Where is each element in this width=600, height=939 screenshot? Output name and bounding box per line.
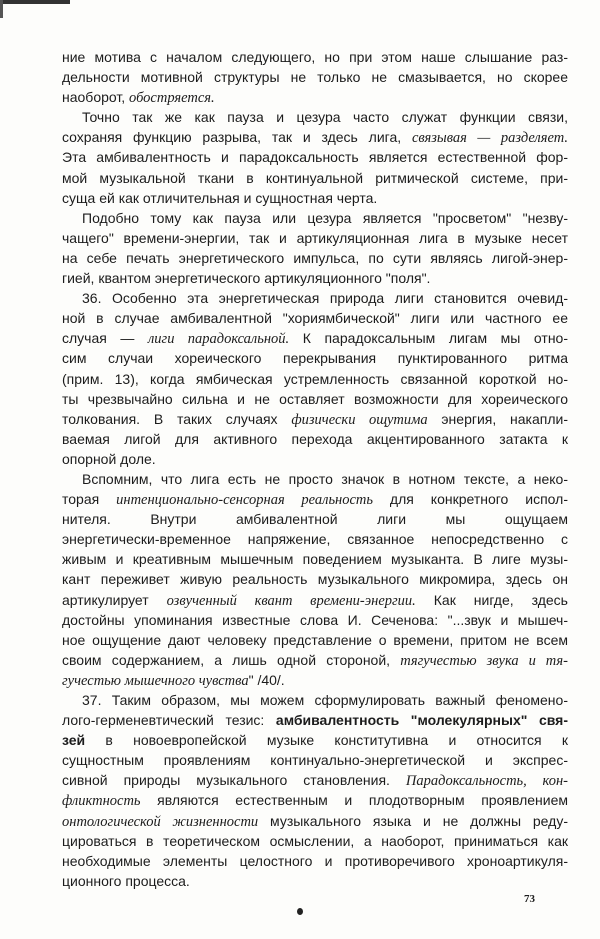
text-line	[62, 710, 568, 730]
italic-text: лиги парадоксальной.	[147, 331, 290, 348]
italic-text: гучестью мышечного чувства	[62, 672, 249, 689]
text-run: 36. Особенно эта энергетическая природа лиги становится очевид-	[82, 290, 568, 307]
text-run: Вспомним, что лига есть не просто значок в нотном тексте, а неко-	[82, 470, 568, 487]
text-run: Эта амбивалентность и парадоксальность является естественной фор-	[62, 149, 568, 166]
text-line	[62, 851, 568, 871]
text-run: чащего" времени-энергии, так и артикуляционная лига в музыке несет	[62, 229, 568, 246]
text-line	[62, 670, 568, 690]
text-run: 37. Таким образом, мы можем сформулировать важный феномено-	[82, 692, 568, 708]
italic-text: Парадоксальность, кон-	[405, 773, 568, 790]
italic-text: онтологической жизненности	[62, 813, 259, 830]
text-line	[62, 127, 568, 147]
text-line	[62, 690, 568, 710]
italic-text: тягучестью звука и тя-	[400, 652, 568, 669]
text-run: на себе печать энергетического импульса, по сути являясь лигой-энер-	[62, 249, 568, 266]
text-line	[62, 871, 568, 891]
scan-artifact	[0, 0, 70, 4]
text-line	[62, 268, 568, 288]
text-line	[62, 831, 568, 851]
text-line	[62, 348, 568, 368]
italic-text: физически ощутима	[291, 411, 428, 428]
text-line	[62, 369, 568, 389]
text-line	[62, 308, 568, 328]
text-run: музыкального языка и не должны реду-	[258, 812, 568, 829]
text-line	[62, 208, 568, 228]
text-run: являются естественным и плодотворным проявлением	[140, 792, 568, 809]
page-number: 73	[524, 893, 535, 905]
text-run: ние мотива с началом следующего, но при этом наше слышание раз-	[62, 49, 568, 65]
text-run: Как нигде, здесь	[415, 591, 568, 608]
text-line	[62, 429, 568, 449]
italic-text: интенционально-сенсорная реальность	[116, 492, 373, 509]
text-run: ваемая лигой для активного перехода акцентированного затакта к	[62, 430, 568, 447]
text-run: толкования. В таких случаях	[62, 410, 292, 427]
text-run: артикулирует	[62, 591, 167, 608]
text-run: цироваться в теоретическом осмыслении, а наоборот, приниматься как	[62, 832, 568, 849]
italic-text: озвученный квант времени-энергии.	[166, 592, 416, 609]
text-run: Точно так же как пауза и цезура часто служат функции связи,	[82, 109, 568, 126]
text-run: К парадоксальным лигам мы отно-	[289, 330, 568, 347]
text-run: Подобно тому как пауза или цезура является "просветом" "незву-	[82, 209, 568, 226]
text-run: достойны упоминания известные слова И. Сеченова: "...звук и мышеч-	[62, 611, 568, 628]
text-line	[62, 147, 568, 167]
text-run: сохраняя функцию разрыва, так и здесь лига,	[62, 129, 412, 146]
text-line	[62, 47, 568, 67]
text-line	[62, 569, 568, 589]
text-run: мой музыкальной ткани в континуальной ритмической системе, при-	[62, 169, 568, 186]
text-line	[62, 228, 568, 248]
text-line	[62, 750, 568, 770]
text-line	[62, 248, 568, 268]
text-line	[62, 630, 568, 650]
text-run: для конкретного испол-	[373, 491, 568, 508]
scan-dot-artifact	[297, 908, 303, 915]
text-line	[62, 790, 568, 810]
text-line	[62, 288, 568, 308]
text-line	[62, 610, 568, 630]
text-line	[62, 529, 568, 549]
text-line	[62, 469, 568, 489]
italic-text: фликтность	[62, 793, 141, 810]
text-run: своим содержанием, а лишь одной стороной,	[62, 651, 401, 668]
text-run: ной в случае амбивалентной "хориямбической" лиги или частного ее	[62, 310, 568, 327]
text-run: гией, квантом энергетического артикуляционного "поля".	[62, 270, 431, 287]
text-line	[62, 168, 568, 188]
text-line	[62, 87, 568, 107]
text-run: суща ей как отличительная и сущностная черта.	[62, 189, 378, 206]
text-run: опорной доле.	[62, 450, 156, 467]
bold-text: амбивалентность "молекулярных" свя-	[275, 712, 568, 729]
text-run: живым и креативным мышечным поведением музыканта. В лиге музы-	[62, 551, 568, 568]
text-line	[62, 389, 568, 409]
body-text	[62, 47, 568, 891]
text-run: торая	[62, 491, 117, 508]
text-run: энергетически-временное напряжение, связанное непосредственно с	[62, 531, 568, 548]
text-run: случая —	[62, 330, 148, 347]
text-run: лого-герменевтический тезис:	[62, 712, 276, 729]
text-line	[62, 67, 568, 87]
text-line	[62, 650, 568, 670]
text-run: ционного процесса.	[62, 872, 190, 889]
scan-artifact	[0, 0, 3, 18]
text-run: сивной природы музыкального становления.	[62, 772, 406, 789]
text-run: необходимые элементы целостного и противоречивого хроноартикуля-	[62, 852, 568, 869]
italic-text: обостряется.	[129, 90, 215, 107]
text-line	[62, 328, 568, 348]
text-run: энергия, накапли-	[427, 410, 568, 427]
text-run: нителя. Внутри амбивалентной лиги мы ощущаем	[62, 511, 568, 528]
text-line	[62, 489, 568, 509]
text-line	[62, 549, 568, 569]
text-run: дельности мотивной структуры не только не смазывается, но скорее	[62, 69, 568, 86]
text-run: " /40/.	[248, 671, 285, 688]
text-run: ты чрезвычайно сильна и не оставляет возможности для хореического	[62, 390, 568, 407]
text-run: ное ощущение дают человеку представление о времени, притом не всем	[62, 631, 568, 648]
text-run: сущностным проявлениям континуально-энергетической и экспрес-	[62, 752, 568, 769]
text-run: (прим. 13), когда ямбическая устремленность связанной короткой но-	[62, 370, 568, 387]
text-line	[62, 449, 568, 469]
text-line	[62, 188, 568, 208]
italic-text: связывая — разделяет.	[411, 130, 568, 147]
text-line	[62, 509, 568, 529]
text-run: в новоевропейской музыке конститутивна и относится к	[85, 732, 568, 749]
text-line	[62, 107, 568, 127]
bold-text: зей	[62, 732, 86, 749]
text-line	[62, 730, 568, 750]
text-line	[62, 590, 568, 610]
text-run: кант переживет живую реальность музыкального микромира, здесь он	[62, 571, 568, 588]
text-run: сим случаи хореического перекрывания пунктированного ритма	[62, 350, 568, 367]
text-line	[62, 409, 568, 429]
text-line	[62, 811, 568, 831]
text-run: наоборот,	[62, 89, 130, 106]
text-line	[62, 770, 568, 790]
